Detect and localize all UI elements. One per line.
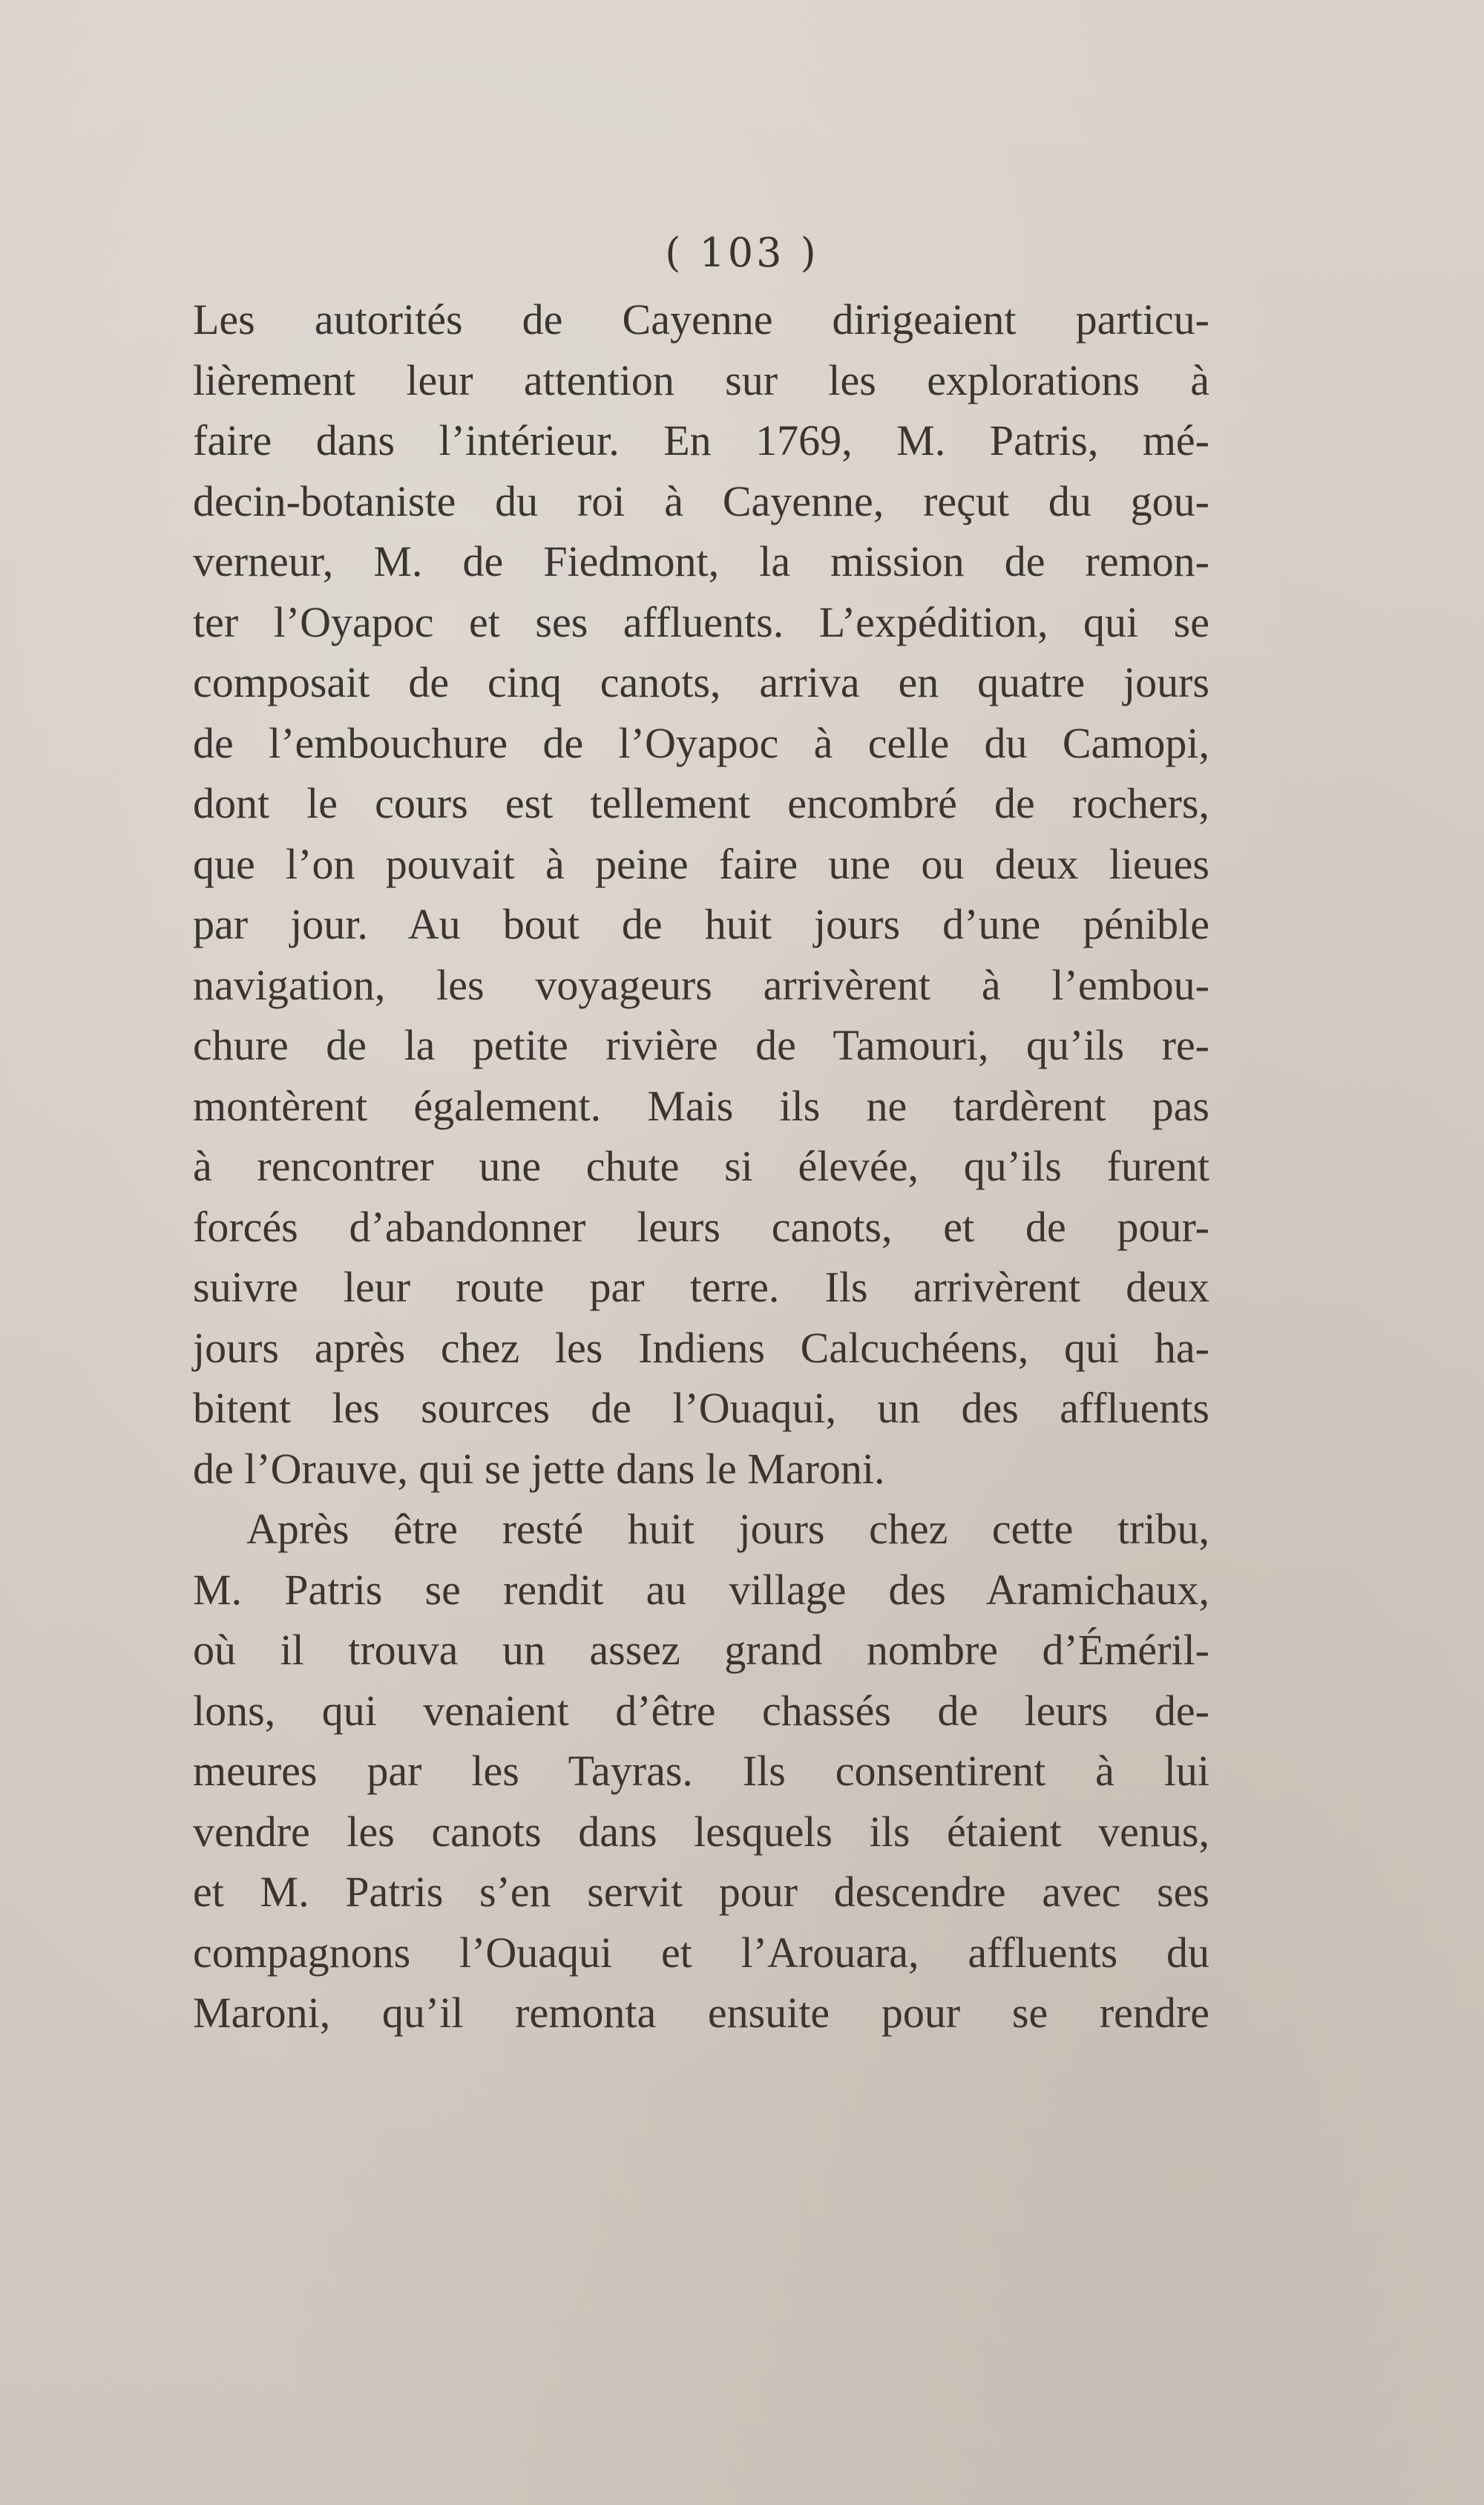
text-line: compagnons l’Ouaqui et l’Arouara, affluents du [193,1928,1209,1977]
text-line: composait de cinq canots, arriva en quatre jours [193,658,1209,706]
body-text [193,289,1209,2043]
text-line: meures par les Tayras. Ils consentirent à lui [193,1747,1209,1795]
text-line: forcés d’abandonner leurs canots, et de pour- [193,1202,1209,1251]
text-line: montèrent également. Mais ils ne tardèrent pas [193,1081,1209,1130]
text-line: de l’Orauve, qui se jette dans le Maroni. [193,1444,885,1493]
page-number: ( 103 ) [665,229,819,276]
text-line: de l’embouchure de l’Oyapoc à celle du Camopi, [193,718,1209,767]
text-line: navigation, les voyageurs arrivèrent à l’embou- [193,960,1209,1009]
text-line: suivre leur route par terre. Ils arrivèrent deux [193,1263,1209,1311]
text-line: par jour. Au bout de huit jours d’une pénible [193,900,1209,948]
text-line: ter l’Oyapoc et ses affluents. L’expédition, qui se [193,597,1209,646]
text-line: verneur, M. de Fiedmont, la mission de remon- [193,537,1209,585]
text-line: dont le cours est tellement encombré de rochers, [193,779,1209,827]
text-line: que l’on pouvait à peine faire une ou deux lieues [193,839,1209,888]
text-line: lièrement leur attention sur les explorations à [193,355,1209,404]
text-line: jours après chez les Indiens Calcuchéens, qui ha- [193,1323,1209,1372]
text-line: et M. Patris s’en servit pour descendre avec ses [193,1868,1209,1916]
text-line: Après être resté huit jours chez cette tribu, [246,1505,1209,1553]
text-line: chure de la petite rivière de Tamouri, qu’ils re- [193,1021,1209,1069]
text-line: faire dans l’intérieur. En 1769, M. Patris, mé- [193,416,1209,464]
text-line: bitent les sources de l’Ouaqui, un des affluents [193,1384,1209,1432]
text-line: M. Patris se rendit au village des Aramichaux, [193,1565,1209,1614]
text-line: Maroni, qu’il remonta ensuite pour se rendre [193,1989,1209,2037]
paragraph-2 [193,1499,1209,2043]
text-line: vendre les canots dans lesquels ils étaient venus, [193,1807,1209,1856]
text-line: Les autorités de Cayenne dirigeaient particu- [193,295,1209,344]
paragraph-1 [193,289,1209,1499]
text-line: lons, qui venaient d’être chassés de leurs de- [193,1686,1209,1735]
text-line: où il trouva un assez grand nombre d’Éméril- [193,1626,1209,1674]
text-line: decin-botaniste du roi à Cayenne, reçut du gou- [193,476,1209,525]
text-line: à rencontrer une chute si élevée, qu’ils furent [193,1142,1209,1190]
